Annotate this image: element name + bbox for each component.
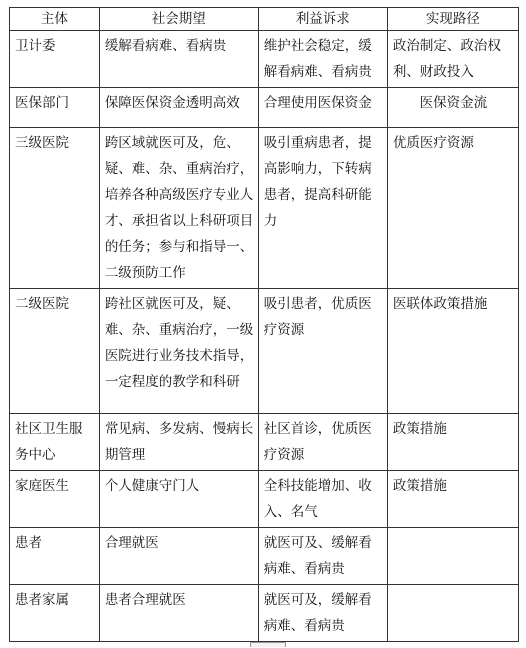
cell-expectation: 跨社区就医可及，疑、难、杂、重病治疗，一级医院进行业务技术指导，一定程度的教学和科研 [99, 289, 258, 414]
cell-subject: 患者家属 [10, 585, 100, 642]
cell-path: 政策措施 [387, 414, 518, 471]
table-row [10, 414, 519, 471]
cell-path: 医保资金流 [387, 88, 518, 128]
table-row [10, 88, 519, 128]
cell-interest: 吸引患者，优质医疗资源 [258, 289, 387, 414]
cell-interest: 就医可及、缓解看病难、看病贵 [258, 528, 387, 585]
cell-expectation: 常见病、多发病、慢病长期管理 [99, 414, 258, 471]
table-row [10, 585, 519, 642]
cell-subject: 三级医院 [10, 128, 100, 289]
cell-path: 政治制定、政治权利、财政投入 [387, 31, 518, 88]
cell-subject: 卫计委 [10, 31, 100, 88]
cell-expectation: 合理就医 [99, 528, 258, 585]
cell-interest: 就医可及，缓解看病难、看病贵 [258, 585, 387, 642]
cell-path: 优质医疗资源 [387, 128, 518, 289]
cell-subject: 家庭医生 [10, 471, 100, 528]
cell-expectation: 患者合理就医 [99, 585, 258, 642]
table-row [10, 31, 519, 88]
table-row [10, 289, 519, 414]
table-resize-handle[interactable] [250, 642, 286, 647]
cell-path: 医联体政策措施 [387, 289, 518, 414]
header-interest: 利益诉求 [258, 8, 387, 31]
cell-path [387, 528, 518, 585]
cell-expectation: 个人健康守门人 [99, 471, 258, 528]
cell-interest: 全科技能增加、收入、名气 [258, 471, 387, 528]
cell-subject: 医保部门 [10, 88, 100, 128]
header-path: 实现路径 [387, 8, 518, 31]
table-row [10, 528, 519, 585]
cell-interest: 社区首诊，优质医疗资源 [258, 414, 387, 471]
cell-path: 政策措施 [387, 471, 518, 528]
cell-interest: 维护社会稳定，缓解看病难、看病贵 [258, 31, 387, 88]
cell-interest: 吸引重病患者，提高影响力，下转病患者，提高科研能力 [258, 128, 387, 289]
cell-expectation: 缓解看病难、看病贵 [99, 31, 258, 88]
cell-expectation: 跨区域就医可及，危、疑、难、杂、重病治疗，培养各种高级医疗专业人才、承担省以上科研项目的任务；参与和指导一、二级预防工作 [99, 128, 258, 289]
cell-path [387, 585, 518, 642]
cell-subject: 二级医院 [10, 289, 100, 414]
cell-interest: 合理使用医保资金 [258, 88, 387, 128]
table-row [10, 471, 519, 528]
cell-subject: 患者 [10, 528, 100, 585]
header-subject: 主体 [10, 8, 100, 31]
table-row [10, 128, 519, 289]
header-expectation: 社会期望 [99, 8, 258, 31]
cell-subject: 社区卫生服务中心 [10, 414, 100, 471]
stakeholder-table [9, 7, 519, 642]
table-header-row [10, 8, 519, 31]
cell-expectation: 保障医保资金透明高效 [99, 88, 258, 128]
